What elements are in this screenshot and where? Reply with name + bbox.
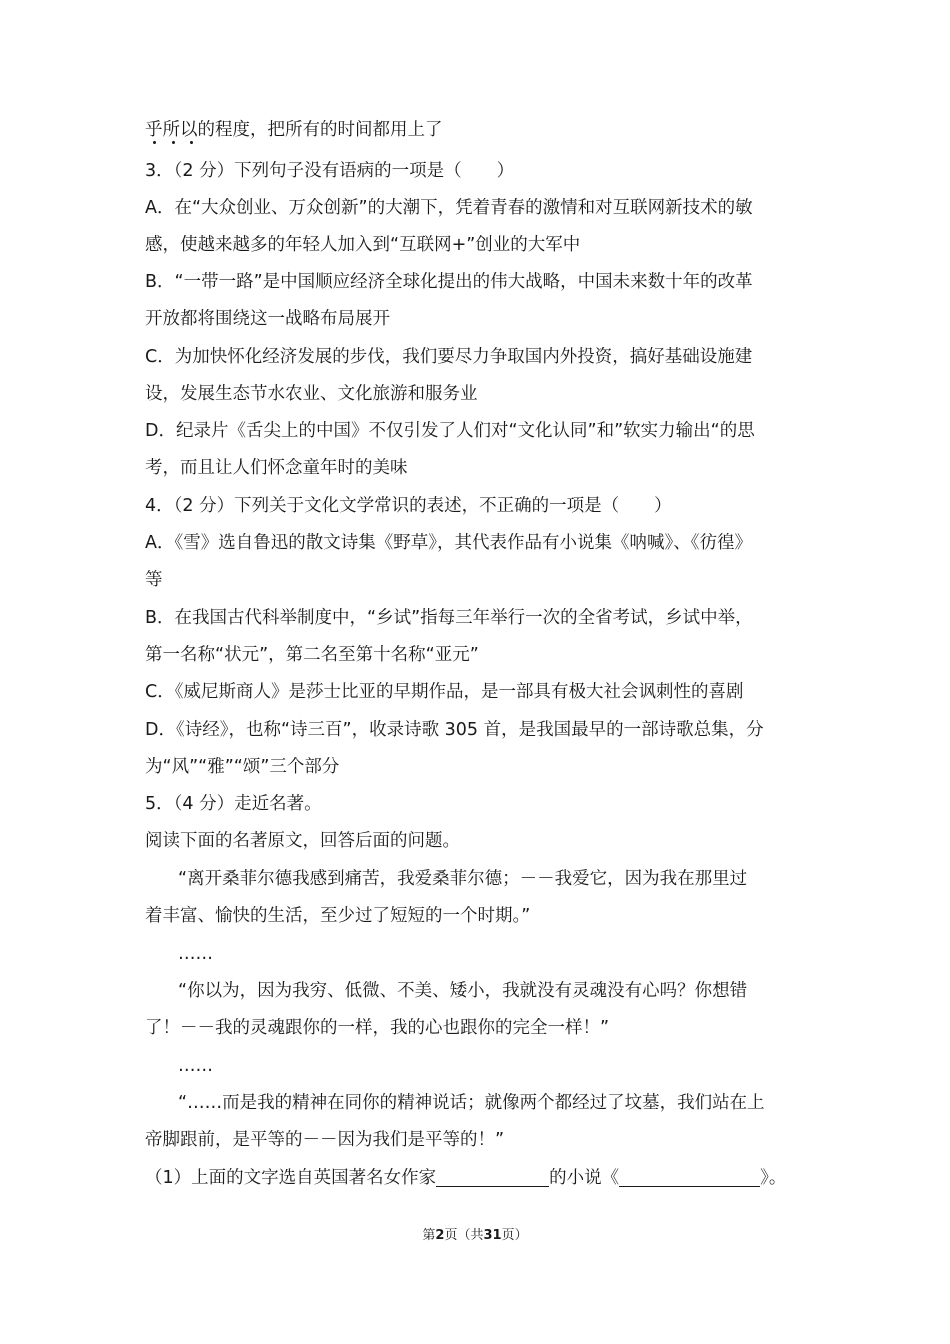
emphasis-dot bbox=[172, 141, 175, 144]
author-answer-blank[interactable] bbox=[436, 1164, 549, 1187]
passage-line: 着丰富、愉快的生活，至少过了短短的一个时期。” bbox=[145, 906, 531, 926]
option-a-line: A．《雪》选自鲁迅的散文诗集《野草》，其代表作品有小说集《呐喊》、《彷徨》 bbox=[145, 533, 752, 553]
option-c-line: C．为加快怀化经济发展的步伐，我们要尽力争取国内外投资，搞好基础设施建 bbox=[145, 347, 753, 367]
passage-line: “离开桑菲尔德我感到痛苦，我爱桑菲尔德；－－我爱它，因为我在那里过 bbox=[178, 869, 748, 889]
sub-question-1-middle: 的小说《 bbox=[549, 1168, 620, 1188]
footer-prefix: 第 bbox=[422, 1228, 436, 1243]
novel-answer-blank[interactable] bbox=[619, 1164, 760, 1187]
option-b-line: 第一名称“状元”，第二名至第十名称“亚元” bbox=[145, 645, 479, 665]
option-a-line: 感，使越来越多的年轻人加入到“互联网+”创业的大军中 bbox=[145, 235, 581, 255]
passage-ellipsis: …… bbox=[178, 1056, 213, 1076]
passage-ellipsis: …… bbox=[178, 944, 213, 964]
reading-instruction: 阅读下面的名著原文，回答后面的问题。 bbox=[145, 831, 460, 851]
option-d-line: D．纪录片《舌尖上的中国》不仅引发了人们对“文化认同”和”软实力输出“的思 bbox=[145, 421, 755, 441]
option-c-line: 设，发展生态节水农业、文化旅游和服务业 bbox=[145, 384, 478, 404]
sub-question-1-prefix: （1）上面的文字选自英国著名女作家 bbox=[145, 1168, 437, 1188]
footer-page-number: 2 bbox=[435, 1228, 445, 1243]
option-a-line: A．在“大众创业、万众创新”的大潮下，凭着青春的激情和对互联网新技术的敏 bbox=[145, 198, 753, 218]
option-c-line: C．《威尼斯商人》是莎士比亚的早期作品，是一部具有极大社会讽刺性的喜剧 bbox=[145, 682, 744, 702]
question-4-stem: 4．（2 分）下列关于文化文学常识的表述，不正确的一项是（ ） bbox=[145, 496, 672, 516]
option-d-line: D．《诗经》，也称“诗三百”，收录诗歌 305 首，是我国最早的一部诗歌总集，分 bbox=[145, 720, 764, 740]
text-line: 乎所以的程度，把所有的时间都用上了 bbox=[145, 120, 443, 140]
option-b-line: 开放都将围绕这一战略布局展开 bbox=[145, 309, 390, 329]
option-a-line: 等 bbox=[145, 570, 163, 590]
question-3-stem: 3．（2 分）下列句子没有语病的一项是（ ） bbox=[145, 161, 515, 181]
option-d-line: 为“风”“雅”“颂”三个部分 bbox=[145, 757, 340, 777]
emphasis-dot bbox=[190, 141, 193, 144]
page-footer bbox=[0, 1222, 950, 1250]
emphasis-dot bbox=[153, 141, 156, 144]
footer-suffix: 页） bbox=[501, 1228, 528, 1243]
footer-total-pages: 31 bbox=[483, 1228, 502, 1243]
option-b-line: B．在我国古代科举制度中，“乡试”指每三年举行一次的全省考试，乡试中举， bbox=[145, 608, 753, 628]
passage-line: “……而是我的精神在同你的精神说话；就像两个都经过了坟墓，我们站在上 bbox=[178, 1093, 765, 1113]
sub-question-1-suffix: 》。 bbox=[760, 1168, 787, 1188]
option-d-line: 考，而且让人们怀念童年时的美味 bbox=[145, 458, 408, 478]
passage-line: “你以为，因为我穷、低微、不美、矮小，我就没有灵魂没有心吗？你想错 bbox=[178, 981, 748, 1001]
passage-line: 了！－－我的灵魂跟你的一样，我的心也跟你的完全一样！” bbox=[145, 1018, 610, 1038]
passage-line: 帝脚跟前，是平等的－－因为我们是平等的！” bbox=[145, 1130, 505, 1150]
option-b-line: B．“一带一路”是中国顺应经济全球化提出的伟大战略，中国未来数十年的改革 bbox=[145, 272, 753, 292]
footer-middle: 页（共 bbox=[444, 1228, 484, 1243]
emphasis-dots bbox=[145, 141, 245, 149]
sub-question-1 bbox=[145, 1160, 815, 1197]
question-5-stem: 5．（4 分）走近名著。 bbox=[145, 794, 322, 814]
